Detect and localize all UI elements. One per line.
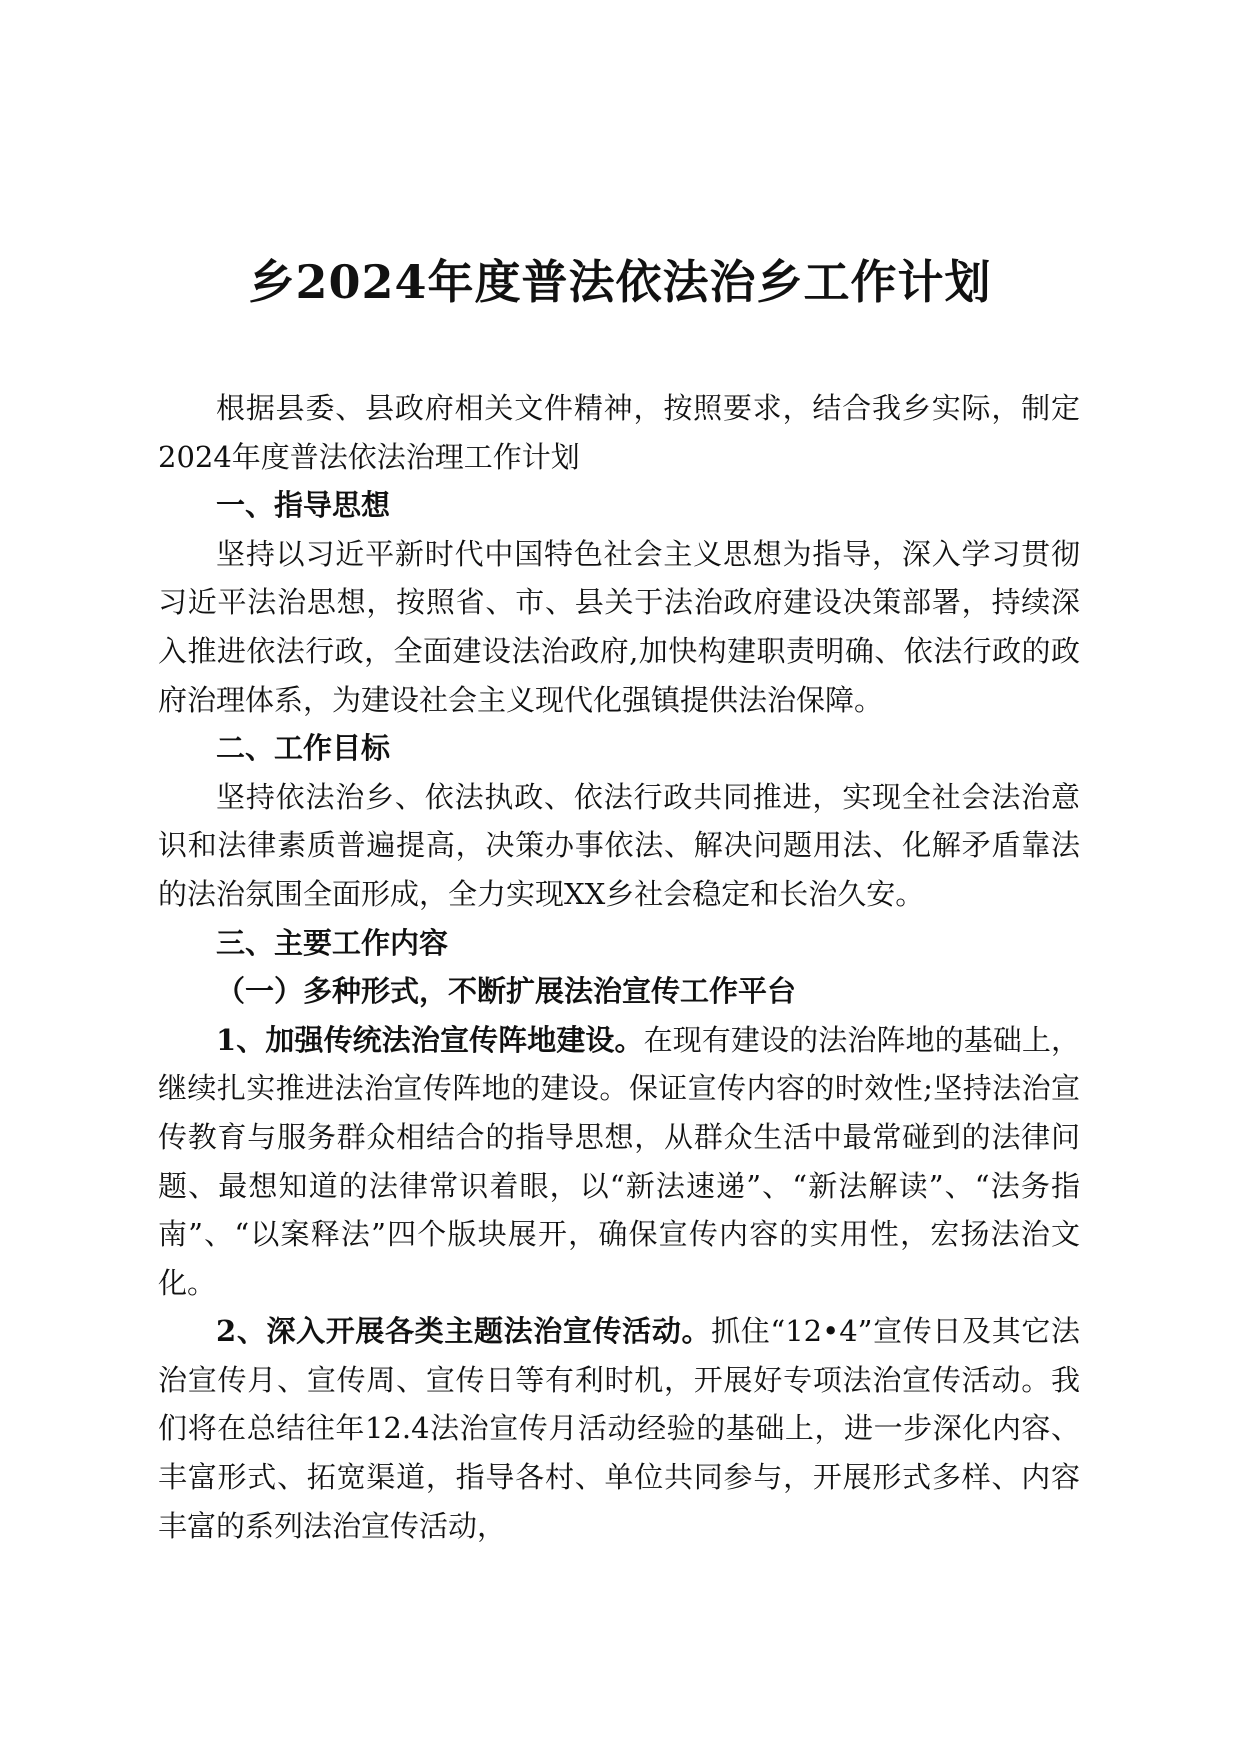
intro-paragraph: 根据县委、县政府相关文件精神，按照要求，结合我乡实际，制定2024年度普法依法治理工作计划 xyxy=(158,391,1080,474)
document-title: 乡2024年度普法依法治乡工作计划 xyxy=(248,255,992,309)
work-goals-paragraph: 坚持依法治乡、依法执政、依法行政共同推进，实现全社会法治意识和法律素质普遍提高，决策办事依法、解决问题用法、化解矛盾靠法的法治氛围全面形成，全力实现XX乡社会稳定和长治久安。 xyxy=(158,779,1080,911)
work-item-text: 抓住“12•4”宣传日及其它法治宣传月、宣传周、宣传日等有利时机，开展好专项法治宣传活动。我们将在总结往年12.4法治宣传月活动经验的基础上，进一步深化内容、丰富形式、拓宽渠道，指导各村、单位共同参与，开展形式多样、内容丰富的系列法治宣传活动， xyxy=(158,1314,1081,1543)
document-body xyxy=(158,384,1080,1550)
subsection-heading-publicity-platform: （一）多种形式，不断扩展法治宣传工作平台 xyxy=(216,974,797,1009)
work-item-paragraph xyxy=(158,1016,1080,1308)
work-item-lead: 2、深入开展各类主题法治宣传活动。 xyxy=(216,1314,712,1349)
section-heading-guiding-ideology: 一、指导思想 xyxy=(216,488,391,523)
section-heading-main-work: 三、主要工作内容 xyxy=(216,925,449,960)
work-item-paragraph xyxy=(158,1307,1080,1550)
work-item-text: 在现有建设的法治阵地的基础上，继续扎实推进法治宣传阵地的建设。保证宣传内容的时效性;坚持法治宣传教育与服务群众相结合的指导思想，从群众生活中最常碰到的法律问题、最想知道的法律常识着眼，以“新法速递”、“新法解读”、“法务指南”、“以案释法”四个版块展开，确保宣传内容的实用性，宏扬法治文化。 xyxy=(158,1022,1080,1300)
section-heading-work-goals: 二、工作目标 xyxy=(216,731,391,766)
work-item-lead: 1、加强传统法治宣传阵地建设。 xyxy=(216,1022,644,1057)
guiding-ideology-paragraph: 坚持以习近平新时代中国特色社会主义思想为指导，深入学习贯彻习近平法治思想，按照省、市、县关于法治政府建设决策部署，持续深入推进依法行政，全面建设法治政府,加快构建职责明确、依法行政的政府治理体系，为建设社会主义现代化强镇提供法治保障。 xyxy=(158,536,1080,717)
